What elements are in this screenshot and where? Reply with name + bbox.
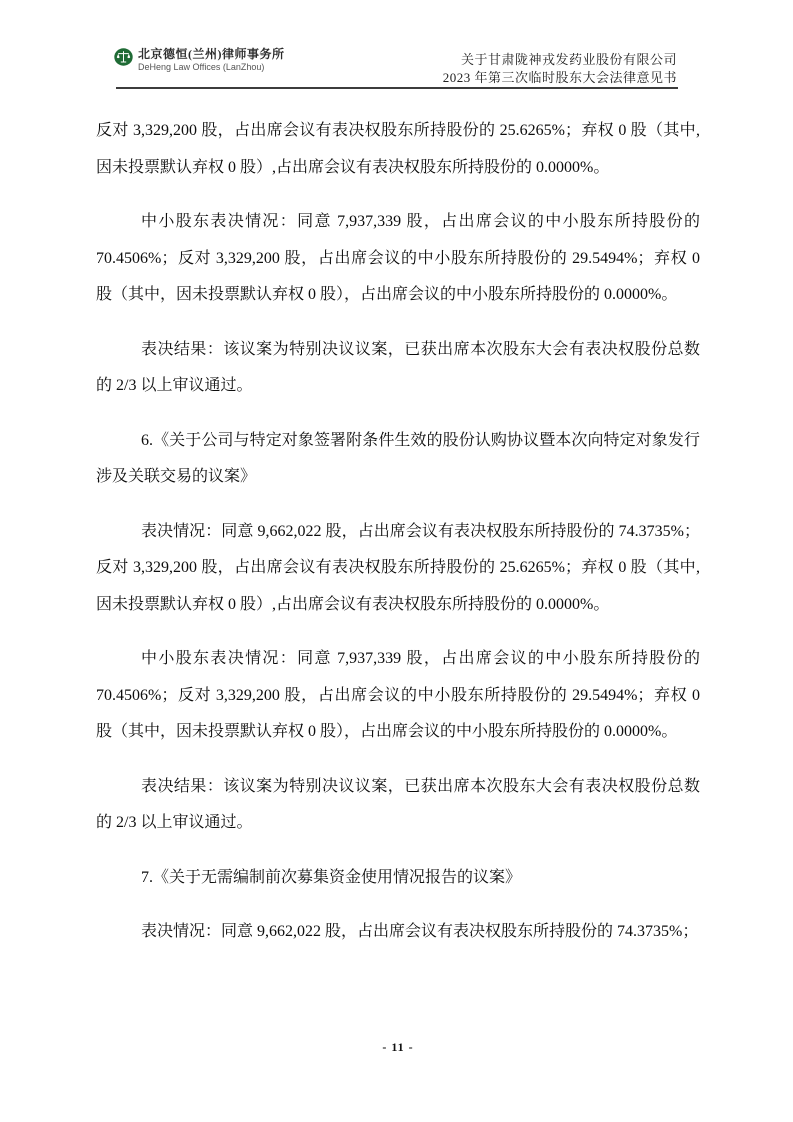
header-divider-line [116,87,678,89]
para-proposal5-result: 表决结果：该议案为特别决议议案，已获出席本次股东大会有表决权股份总数的 2/3 以上审议通过。 [96,340,700,394]
para-proposal6-result: 表决结果：该议案为特别决议议案，已获出席本次股东大会有表决权股份总数的 2/3 以上审议通过。 [96,777,700,831]
para-proposal5-minority-votes: 中小股东表决情况：同意 7,937,339 股，占出席会议的中小股东所持股份的 70.4506%；反对 3,329,200 股，占出席会议的中小股东所持股份的 29.5494%；弃权 0 股（其中，因未投票默认弃权 0 股），占出席会议的中小股东所持股份的 0.0000%。 [96,213,700,303]
para-proposal6-votes: 表决情况：同意 9,662,022 股，占出席会议有表决权股东所持股份的 74.3735%；反对 3,329,200 股，占出席会议有表决权股东所持股份的 25.6265%；弃权 0 股（其中,因未投票默认弃权 0 股）,占出席会议有表决权股东所持股份的 0.0000%。 [96,522,700,613]
document-header-title [443,51,677,87]
para-proposal7-votes: 表决情况：同意 9,662,022 股，占出席会议有表决权股东所持股份的 74.3735%； [141,923,699,940]
heading-proposal-7: 7.《关于无需编制前次募集资金使用情况报告的议案》 [141,868,522,886]
para-proposal6-minority-votes: 中小股东表决情况：同意 7,937,339 股，占出席会议的中小股东所持股份的 70.4506%；反对 3,329,200 股，占出席会议的中小股东所持股份的 29.5494%；弃权 0 股（其中，因未投票默认弃权 0 股），占出席会议的中小股东所持股份的 0.0000%。 [96,650,700,740]
firm-logo [114,47,285,73]
document-title-line1: 关于甘肃陇神戎发药业股份有限公司 [460,52,677,67]
document-body [96,113,700,969]
page-number: - 11 - [382,1040,414,1054]
heading-proposal-6: 6.《关于公司与特定对象签署附条件生效的股份认购协议暨本次向特定对象发行涉及关联交易的议案》 [96,431,700,485]
document-title-line2: 2023 年第三次临时股东大会法律意见书 [442,70,677,85]
deheng-scales-logo-icon [114,48,133,66]
firm-name-english: DeHeng Law Offices (LanZhou) [138,62,265,72]
para-proposal5-against-abstain: 反对 3,329,200 股，占出席会议有表决权股东所持股份的 25.6265%；弃权 0 股（其中,因未投票默认弃权 0 股）,占出席会议有表决权股东所持股份的 0.0000%。 [96,122,700,176]
firm-name-chinese: 北京德恒(兰州)律师事务所 [138,47,285,61]
